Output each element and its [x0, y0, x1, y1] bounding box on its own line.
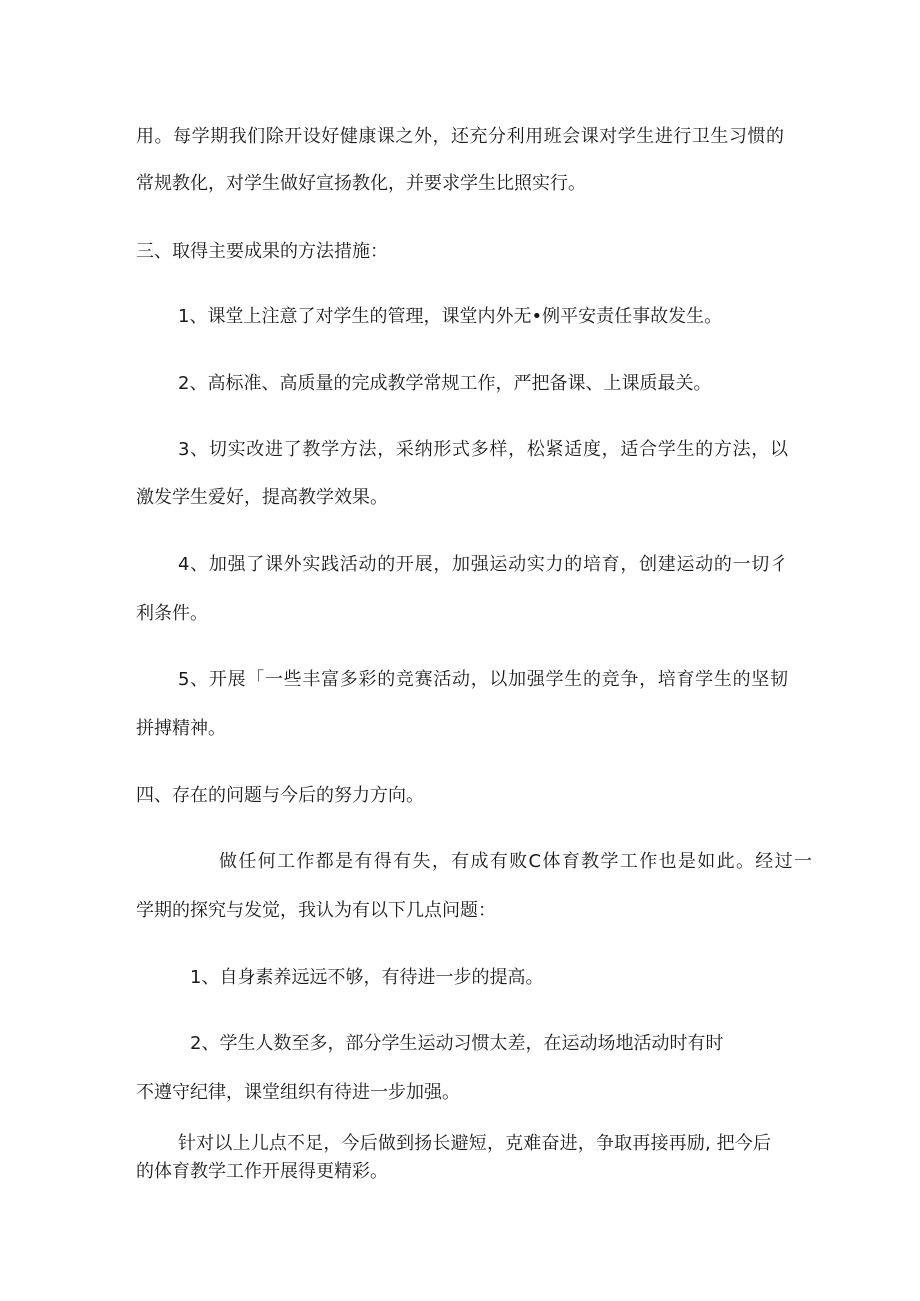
section-4-item-2-line-1: 2、学生人数至多，部分学生运动习惯太差，在运动场地活动时有时: [190, 1033, 724, 1054]
section-3-item-3-line-1: 3、切实改进了教学方法，采纳形式多样，松紧适度，适合学生的方法，以: [178, 439, 788, 460]
paragraph-continuation-line-1: 用。每学期我们除开设好健康课之外，还充分利用班会课对学生进行卫生习惯的: [136, 126, 784, 147]
closing-paragraph-line-1: 针对以上儿点不足，今后做到扬长避短，克难奋进，争取再接再励, 把今后: [178, 1133, 771, 1154]
section-3-item-1: 1、课堂上注意了对学生的管理，课堂内外无•例平安责任事故发生。: [178, 306, 723, 327]
section-4-heading: 四、存在的问题与今后的努力方向。: [136, 785, 424, 806]
section-3-item-4-line-2: 利条件。: [136, 603, 208, 624]
section-3-heading: 三、取得主要成果的方法措施：: [136, 241, 388, 262]
section-3-item-5-line-2: 拼搏精神。: [136, 718, 226, 739]
section-3-item-5-line-1: 5、开展「一些丰富多彩的竞赛活动，以加强学生的竞争，培育学生的坚韧: [178, 669, 788, 690]
section-3-item-4-line-1: 4、加强了课外实践活动的开展，加强运动实力的培育，创建运动的一切彳: [178, 554, 788, 575]
section-3-item-2: 2、高标准、高质量的完成教学常规工作，严把备课、上课质最关。: [178, 373, 712, 394]
paragraph-continuation-line-2: 常规教化，对学生做好宣扬教化，并要求学生比照实行。: [136, 173, 586, 194]
section-3-item-3-line-2: 激发学生爱好，提高教学效果。: [136, 487, 388, 508]
section-4-intro-line-2: 学期的探究与发觉，我认为有以下几点问题：: [136, 900, 496, 921]
closing-paragraph-line-2: 的体育教学工作开展得更精彩。: [136, 1161, 388, 1182]
section-4-item-2-line-2: 不遵守纪律，课堂组织有待进一步加强。: [136, 1082, 460, 1103]
section-4-item-1: 1、自身素养远远不够，有待进一步的提高。: [190, 967, 544, 988]
section-4-intro-line-1: 做任何工作都是有得有失，有成有败C体育教学工作也是如此。经过一: [219, 851, 812, 872]
